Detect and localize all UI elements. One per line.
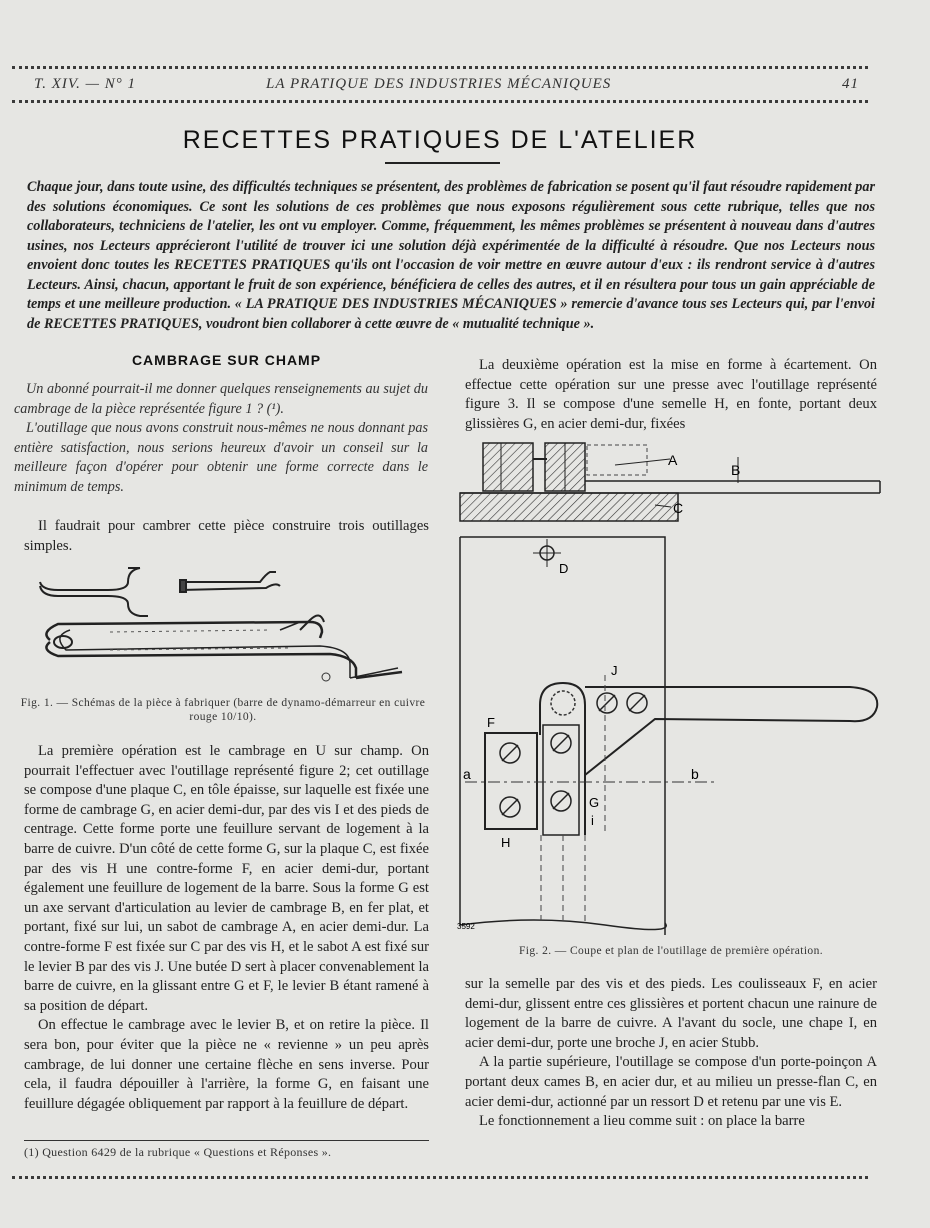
right-body-bottom — [465, 975, 877, 1132]
label-D: D — [559, 561, 569, 576]
figure-1-drawing — [30, 560, 430, 695]
label-b: b — [691, 766, 699, 782]
label-H: H — [501, 835, 511, 850]
title-rule — [385, 162, 500, 164]
volume-number: T. XIV. — N° 1 — [34, 76, 136, 92]
figure-1-caption: Fig. 1. — Schémas de la pièce à fabriquer (barre de dynamo-démarreur en cuivre rouge 10/10). — [20, 697, 426, 723]
right-paragraph-3: A la partie supérieure, l'outillage se compose d'un porte-poinçon A portant deux cames B, en acier dur, et au milieu un presse-flan C, en acier demi-dur, actionné par un ressort D et retenu par une vis E. — [465, 1054, 877, 1110]
figure-2-drawing — [455, 435, 885, 935]
footnote: (1) Question 6429 de la rubrique « Questions et Réponses ». — [24, 1145, 332, 1159]
drawing-number: 3592 — [457, 922, 475, 931]
question-paragraph-1: Un abonné pourrait-il me donner quelques renseignements au sujet du cambrage de la pièce représentée figure 1 ? (¹). — [14, 381, 428, 417]
answer-intro — [24, 517, 429, 556]
label-F: F — [487, 715, 495, 730]
footnote-rule — [24, 1140, 429, 1141]
label-i: i — [591, 813, 594, 828]
right-paragraph-1: La deuxième opération est la mise en forme à écartement. On effectue cette opération sur une presse avec l'outillage représenté figure 3. Il se compose d'une semelle H, en fonte, portant deux glissières G, en acier demi-dur, fixées — [465, 357, 877, 432]
page-number: 41 — [842, 76, 859, 92]
label-A: A — [668, 452, 678, 468]
page-title: RECETTES PRATIQUES DE L'ATELIER — [182, 126, 698, 154]
intro-paragraph: Chaque jour, dans toute usine, des difficultés techniques se présentent, des problèmes de fabrication se posent qu'il faut résoudre rapidement par des solutions économiques. Ce sont les solutions de ces problèmes que nous exposons régulièrement sous cette rubrique, telles que nos collaborateurs, techniciens de l'atelier, les ont vu employer. Comme, fréquemment, les mêmes problèmes se présentent à nouveau dans d'autres usines, nos Lecteurs apprécieront l'utilité de trouver ici une solution déjà expérimentée de la difficulté à résoudre. Que nos Lecteurs nous envoient donc toutes les RECETTES PRATIQUES qu'ils ont l'occasion de voir mettre en œuvre autour d'eux : ils rendront service à d'autres Lecteurs. Ainsi, chacun, apportant le fruit de son expérience, bénéficiera de celles des autres, et il en résultera pour tous un gain appréciable de temps et une meilleure production. « LA PRATIQUE DES INDUSTRIES MÉCANIQUES » remercie d'avance tous ses Lecteurs qui, par l'envoi de RECETTES PRATIQUES, voudront bien collaborer à cette œuvre de « mutualité technique ». — [27, 179, 875, 332]
right-body-top — [465, 356, 877, 434]
answer-intro-text: Il faudrait pour cambrer cette pièce construire trois outillages simples. — [24, 518, 429, 554]
journal-title: LA PRATIQUE DES INDUSTRIES MÉCANIQUES — [266, 76, 612, 92]
label-a: a — [463, 766, 471, 782]
label-C: C — [673, 500, 684, 516]
reader-question — [14, 380, 428, 497]
body-paragraph-2: On effectue le cambrage avec le levier B, et on retire la pièce. Il sera bon, pour éviter que la pièce ne « revienne » un peu après cambrage, de lui donner une certaine flèche en sens inverse. Pour cela, il faudra dépouiller à l'arrière, la forme G, en faisant une feuillure dégagée obliquement par rapport à la feuillure de départ. — [24, 1017, 429, 1112]
question-paragraph-2: L'outillage que nous avons construit nous-mêmes ne nous donnant pas entière satisfaction, nous serions heureux d'avoir un conseil sur la meilleure façon d'opérer pour obtenir une forme correcte dans le minimum de temps. — [14, 420, 428, 495]
left-body — [24, 742, 429, 1114]
figure-2-caption: Fig. 2. — Coupe et plan de l'outillage de première opération. — [519, 945, 823, 957]
running-header — [30, 76, 858, 96]
label-B: B — [731, 462, 741, 478]
top-dotted-rule — [12, 66, 868, 69]
right-paragraph-4: Le fonctionnement a lieu comme suit : on place la barre — [479, 1113, 805, 1130]
label-J: J — [611, 663, 618, 678]
body-paragraph-1: La première opération est le cambrage en U sur champ. On pourrait l'effectuer avec l'outillage représenté figure 2; cet outillage se compose d'une plaque C, en tôle épaisse, sur laquelle est fixée une forme de cambrage G, en acier demi-dur, par des vis I et des pieds de centrage. Cette forme porte une feuillure servant de logement à la barre de cuivre. D'un côté de cette forme G, sur la plaque C, est fixée par des vis H une contre-forme F, en acier demi-dur, portant également une feuillure de logement de la barre. Sous la forme G est un axe servant d'articulation au levier de cambrage B, en fer plat, et portant, fixé sur lui, un sabot de cambrage A, en acier demi-dur. La contre-forme F est fixée sur C par des vis H, et le sabot A est fixé sur le levier B par des vis J. Une butée D sert à placer convenablement la barre de cuivre, en la glissant entre G et F, le levier B étant ramené à sa position de départ. — [24, 743, 429, 1014]
article-heading: CAMBRAGE SUR CHAMP — [131, 352, 322, 368]
header-dotted-rule — [12, 100, 868, 103]
right-paragraph-2: sur la semelle par des vis et des pieds. Les coulisseaux F, en acier demi-dur, glissent entre ces glissières et portent chacun une rainure de logement de la barre de cuivre. A l'avant du socle, une chape I, en acier demi-dur, porte une broche J, en acier Stubb. — [465, 976, 877, 1051]
bottom-dotted-rule — [12, 1176, 868, 1179]
label-G: G — [589, 795, 600, 810]
